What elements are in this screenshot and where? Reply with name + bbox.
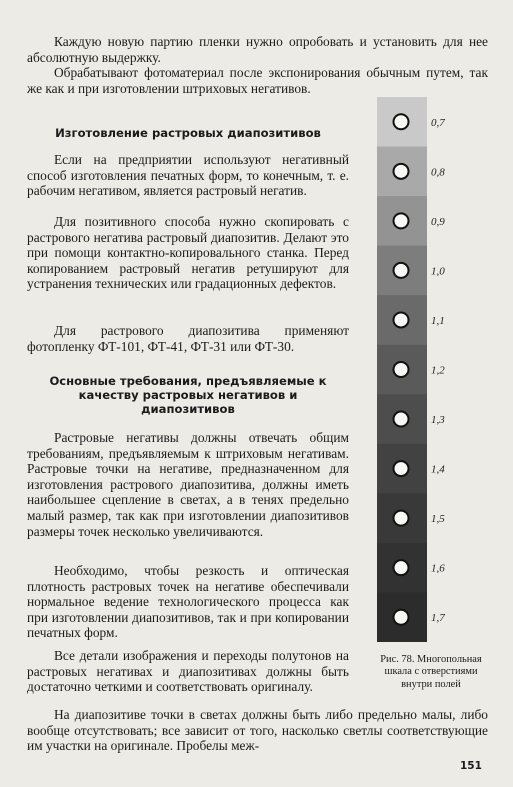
section1-paragraph-3: Для растрового диапозитива применяют фотопленку ФТ-101, ФТ-41, ФТ-31 или ФТ-30. [27,323,349,354]
multifield-density-scale [377,97,487,642]
scale-hole [394,412,409,427]
section-heading-diapositives: Изготовление растровых диапозитивов [55,126,321,140]
figure-caption: Рис. 78. Многопольная шкала с отверстиями внутри полей [380,654,482,690]
section1-paragraph-2: Для позитивного способа нужно скопировать с растрового негатива растровый диапозитив. Делают это при помощи контактно-копировального станка. Перед копированием растровый негатив ретушируют для устранения технических или градационных дефектов. [27,214,349,292]
section2-paragraph-3: Все детали изображения и переходы полутонов на растровых негативах и диапозитивах должны быть достаточно четкими и соответствовать оригиналу. [27,648,349,695]
scale-hole [394,213,409,228]
scale-density-label: 1,7 [431,612,445,625]
section2-paragraph-4: На диапозитиве точки в светах должны быть либо предельно малы, либо вообще отсутствовать; все зависит от того, насколько светлы соответствующие им участки на оригинале. Пробелы меж- [27,707,488,754]
scale-density-label: 1,4 [431,463,445,476]
scale-hole [394,362,409,377]
scale-density-label: 1,6 [431,562,445,575]
section2-paragraph-1: Растровые негативы должны отвечать общим требованиям, предъявляемым к штриховым негативам. Растровые точки на негативе, предназначенном для изготовления растрового диапозитива, должны иметь наибольшее сцепление в светах, а в тенях предельно малый размер, так как при изготовлении диапозитивов размеры точек несколько увеличиваются. [27,430,349,539]
section2-paragraph-2: Необходимо, чтобы резкость и оптическая плотность растровых точек на негативе обеспечивали нормальное ведение технологического процесса как при изготовлении диапозитивов, так и при копировании печатных форм. [27,563,349,641]
scale-density-label: 0,7 [431,116,445,129]
scale-density-label: 1,5 [431,513,445,526]
intro-paragraph-1: Каждую новую партию пленки нужно опробовать и установить для нее абсолютную выдержку. [27,34,488,65]
scale-density-label: 1,3 [431,414,445,427]
scale-hole [394,610,409,625]
intro-paragraph-2: Обрабатывают фотоматериал после экспонирования обычным путем, так же как и при изготовлении штриховых негативов. [27,65,488,96]
scale-hole [394,461,409,476]
section-heading-requirements: Основные требования, предъявляемые к качеству растровых негативов и диапозитивов [49,374,327,416]
scale-hole [394,164,409,179]
scale-hole [394,312,409,327]
scale-hole [394,114,409,129]
page-number: 151 [460,760,482,772]
scale-density-label: 0,9 [431,215,445,228]
scale-hole [394,263,409,278]
scale-hole [394,511,409,526]
scale-density-label: 1,0 [431,265,445,278]
scale-hole [394,560,409,575]
scale-density-label: 1,2 [431,364,445,377]
section1-paragraph-1: Если на предприятии используют негативный способ изготовления печатных форм, то конечным, т. е. рабочим негативом, является растровый негатив. [27,152,349,199]
scale-density-label: 0,8 [431,166,445,179]
scale-density-label: 1,1 [431,314,445,327]
